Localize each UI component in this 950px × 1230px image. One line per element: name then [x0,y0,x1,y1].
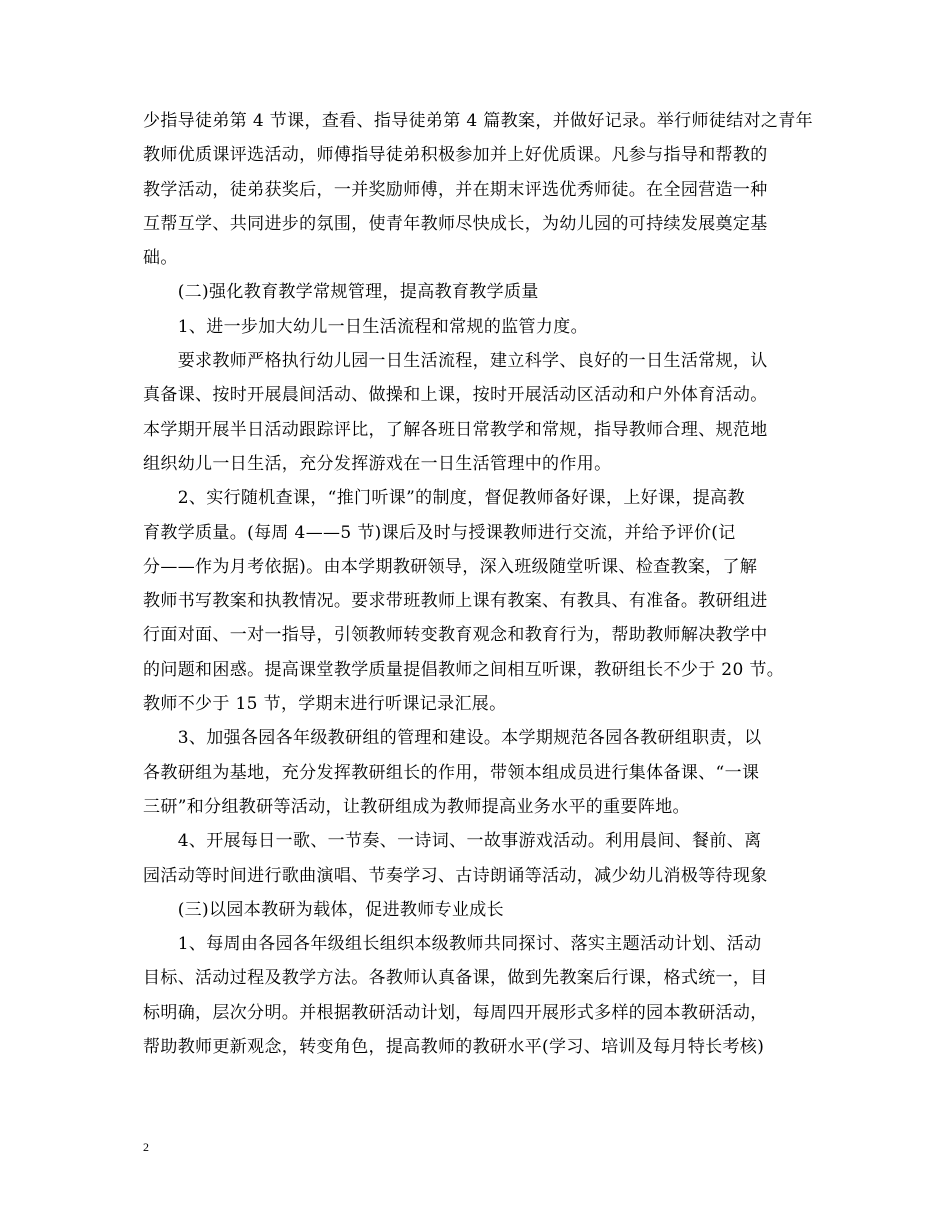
text-line: 行面对面、一对一指导，引领教师转变教育观念和教育行为，帮助教师解决教学中 [143,625,768,646]
page-number: 2 [143,1140,149,1154]
text-line: 育教学质量。(每周 4——5 节)课后及时与授课教师进行交流，并给予评价(记 [143,522,736,543]
text-line: 真备课、按时开展晨间活动、做操和上课，按时开展活动区活动和户外体育活动。 [143,385,768,406]
text-line: 的问题和困惑。提高课堂教学质量提倡教师之间相互听课，教研组长不少于 20 节。 [143,659,785,680]
text-line: 教师不少于 15 节，学期末进行听课记录汇展。 [143,694,507,715]
text-line: 3、加强各园各年级教研组的管理和建设。本学期规范各园各教研组职责，以 [143,728,762,749]
text-line: 4、开展每日一歌、一节奏、一诗词、一故事游戏活动。利用晨间、餐前、离 [143,831,762,852]
text-line: 本学期开展半日活动跟踪评比，了解各班日常教学和常规，指导教师合理、规范地 [143,419,768,440]
text-line: 组织幼儿一日生活，充分发挥游戏在一日生活管理中的作用。 [143,453,612,474]
section-heading: (三)以园本教研为载体，促进教师专业成长 [143,899,504,920]
section-heading: (二)强化教育教学常规管理，提高教育教学质量 [143,282,539,303]
item-heading: 1、进一步加大幼儿一日生活流程和常规的监管力度。 [143,316,588,337]
text-line: 础。 [143,248,178,269]
text-line: 教师优质课评选活动，师傅指导徒弟积极参加并上好优质课。凡参与指导和帮教的 [143,145,768,166]
text-line: 帮助教师更新观念，转变角色，提高教师的教研水平(学习、培训及每月特长考核) [143,1037,765,1058]
text-line: 要求教师严格执行幼儿园一日生活流程，建立科学、良好的一日生活常规，认 [143,351,768,372]
text-line: 目标、活动过程及教学方法。各教师认真备课，做到先教案后行课，格式统一，目 [143,968,768,989]
text-line: 教师书写教案和执教情况。要求带班教师上课有教案、有教具、有准备。教研组进 [143,591,768,612]
text-line: 标明确，层次分明。并根据教研活动计划，每周四开展形式多样的园本教研活动， [143,1002,768,1023]
text-line: 少指导徒弟第 4 节课，查看、指导徒弟第 4 篇教案，并做好记录。举行师徒结对之青年 [143,111,813,131]
document-body [143,113,823,1073]
text-line: 园活动等时间进行歌曲演唱、节奏学习、古诗朗诵等活动，减少幼儿消极等待现象 [143,865,768,886]
text-line: 互帮互学、共同进步的氛围，使青年教师尽快成长，为幼儿园的可持续发展奠定基 [143,213,768,234]
text-line: 2、实行随机查课，“推门听课”的制度，督促教师备好课，上好课，提高教 [143,488,745,509]
text-line: 三研”和分组教研等活动，让教研组成为教师提高业务水平的重要阵地。 [143,796,690,817]
text-line: 教学活动，徒弟获奖后，一并奖励师傅，并在期末评选优秀师徒。在全园营造一种 [143,179,768,200]
text-line: 各教研组为基地，充分发挥教研组长的作用，带领本组成员进行集体备课、“一课 [143,762,760,783]
text-line: 1、每周由各园各年级组长组织本级教师共同探讨、落实主题活动计划、活动 [143,934,762,955]
text-line: 分——作为月考依据)。由本学期教研领导，深入班级随堂听课、检查教案，了解 [143,556,758,577]
